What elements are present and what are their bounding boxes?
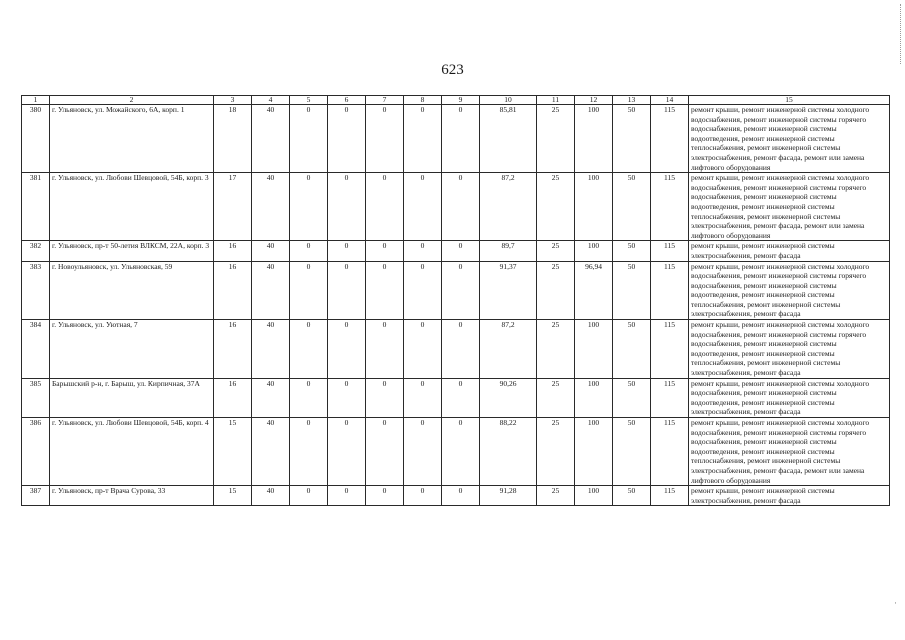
table-row — [22, 378, 890, 417]
row-number: 380 — [22, 105, 50, 173]
value-cell: 50 — [613, 378, 651, 417]
works-cell: ремонт крыши, ремонт инженерной системы электроснабжения, ремонт фасада — [689, 241, 890, 261]
column-header: 6 — [328, 96, 366, 105]
value-cell: 100 — [575, 241, 613, 261]
works-cell: ремонт крыши, ремонт инженерной системы холодного водоснабжения, ремонт инженерной системы горячего водоснабжения, ремонт инженерной системы водоотведения, ремонт инженерной системы теплоснабжения, ремонт инженерной системы электроснабжения, ремонт фасада, ремонт или замена лифтового оборудования — [689, 173, 890, 241]
value-cell: 40 — [252, 418, 290, 486]
value-cell: 18 — [214, 105, 252, 173]
value-cell: 0 — [366, 378, 404, 417]
value-cell: 88,22 — [480, 418, 537, 486]
value-cell: 0 — [442, 320, 480, 379]
value-cell: 0 — [366, 261, 404, 320]
table-row — [22, 261, 890, 320]
value-cell: 90,26 — [480, 378, 537, 417]
value-cell: 0 — [328, 378, 366, 417]
value-cell: 0 — [328, 261, 366, 320]
value-cell: 50 — [613, 261, 651, 320]
column-header: 15 — [689, 96, 890, 105]
table-body — [22, 105, 890, 506]
value-cell: 16 — [214, 261, 252, 320]
address-cell: г. Новоульяновск, ул. Ульяновская, 59 — [50, 261, 214, 320]
value-cell: 87,2 — [480, 320, 537, 379]
column-header: 9 — [442, 96, 480, 105]
column-header: 10 — [480, 96, 537, 105]
value-cell: 0 — [442, 173, 480, 241]
value-cell: 50 — [613, 320, 651, 379]
table-row — [22, 241, 890, 261]
value-cell: 0 — [404, 320, 442, 379]
header-row — [22, 96, 890, 105]
table-row — [22, 105, 890, 173]
value-cell: 25 — [537, 418, 575, 486]
value-cell: 25 — [537, 105, 575, 173]
value-cell: 0 — [404, 418, 442, 486]
value-cell: 15 — [214, 486, 252, 506]
value-cell: 0 — [442, 378, 480, 417]
value-cell: 0 — [366, 320, 404, 379]
value-cell: 115 — [651, 173, 689, 241]
value-cell: 50 — [613, 105, 651, 173]
column-header: 7 — [366, 96, 404, 105]
value-cell: 25 — [537, 320, 575, 379]
value-cell: 40 — [252, 105, 290, 173]
value-cell: 40 — [252, 378, 290, 417]
value-cell: 0 — [366, 105, 404, 173]
value-cell: 0 — [290, 486, 328, 506]
column-header: 13 — [613, 96, 651, 105]
value-cell: 85,81 — [480, 105, 537, 173]
column-header: 3 — [214, 96, 252, 105]
address-cell: г. Ульяновск, пр-т Врача Сурова, 33 — [50, 486, 214, 506]
value-cell: 17 — [214, 173, 252, 241]
value-cell: 0 — [366, 486, 404, 506]
scan-edge-marks — [896, 4, 901, 64]
works-cell: ремонт крыши, ремонт инженерной системы электроснабжения, ремонт фасада — [689, 486, 890, 506]
column-header: 14 — [651, 96, 689, 105]
value-cell: 100 — [575, 105, 613, 173]
value-cell: 115 — [651, 241, 689, 261]
value-cell: 89,7 — [480, 241, 537, 261]
row-number: 387 — [22, 486, 50, 506]
value-cell: 100 — [575, 378, 613, 417]
value-cell: 87,2 — [480, 173, 537, 241]
value-cell: 0 — [404, 241, 442, 261]
value-cell: 100 — [575, 173, 613, 241]
value-cell: 0 — [442, 418, 480, 486]
row-number: 383 — [22, 261, 50, 320]
value-cell: 0 — [328, 173, 366, 241]
value-cell: 25 — [537, 378, 575, 417]
column-header: 2 — [50, 96, 214, 105]
value-cell: 0 — [404, 378, 442, 417]
value-cell: 40 — [252, 261, 290, 320]
value-cell: 50 — [613, 486, 651, 506]
value-cell: 25 — [537, 261, 575, 320]
value-cell: 115 — [651, 261, 689, 320]
address-cell: г. Ульяновск, ул. Можайского, 6А, корп. 1 — [50, 105, 214, 173]
value-cell: 40 — [252, 173, 290, 241]
value-cell: 115 — [651, 105, 689, 173]
value-cell: 115 — [651, 378, 689, 417]
table-row — [22, 418, 890, 486]
column-header: 12 — [575, 96, 613, 105]
value-cell: 100 — [575, 418, 613, 486]
address-cell: Барышский р-н, г. Барыш, ул. Кирпичная, 37А — [50, 378, 214, 417]
value-cell: 0 — [290, 241, 328, 261]
value-cell: 0 — [328, 105, 366, 173]
value-cell: 0 — [366, 241, 404, 261]
value-cell: 15 — [214, 418, 252, 486]
value-cell: 40 — [252, 241, 290, 261]
value-cell: 25 — [537, 486, 575, 506]
column-header: 4 — [252, 96, 290, 105]
value-cell: 115 — [651, 320, 689, 379]
value-cell: 50 — [613, 418, 651, 486]
value-cell: 0 — [366, 173, 404, 241]
value-cell: 16 — [214, 320, 252, 379]
value-cell: 0 — [290, 173, 328, 241]
table-row — [22, 173, 890, 241]
row-number: 385 — [22, 378, 50, 417]
row-number: 382 — [22, 241, 50, 261]
value-cell: 0 — [404, 105, 442, 173]
table-row — [22, 320, 890, 379]
value-cell: 115 — [651, 418, 689, 486]
column-header: 11 — [537, 96, 575, 105]
row-number: 386 — [22, 418, 50, 486]
value-cell: 0 — [442, 486, 480, 506]
value-cell: 100 — [575, 320, 613, 379]
value-cell: 0 — [328, 486, 366, 506]
value-cell: 25 — [537, 173, 575, 241]
address-cell: г. Ульяновск, ул. Любови Шевцовой, 54Б, корп. 3 — [50, 173, 214, 241]
value-cell: 0 — [290, 378, 328, 417]
works-cell: ремонт крыши, ремонт инженерной системы холодного водоснабжения, ремонт инженерной системы горячего водоснабжения, ремонт инженерной системы водоотведения, ремонт инженерной системы теплоснабжения, ремонт инженерной системы электроснабжения, ремонт фасада — [689, 320, 890, 379]
value-cell: 96,94 — [575, 261, 613, 320]
value-cell: 50 — [613, 173, 651, 241]
works-cell: ремонт крыши, ремонт инженерной системы холодного водоснабжения, ремонт инженерной системы горячего водоснабжения, ремонт инженерной системы водоотведения, ремонт инженерной системы теплоснабжения, ремонт инженерной системы электроснабжения, ремонт фасада, ремонт или замена лифтового оборудования — [689, 105, 890, 173]
works-cell: ремонт крыши, ремонт инженерной системы холодного водоснабжения, ремонт инженерной системы горячего водоснабжения, ремонт инженерной системы водоотведения, ремонт инженерной системы теплоснабжения, ремонт инженерной системы электроснабжения, ремонт фасада — [689, 261, 890, 320]
value-cell: 0 — [404, 173, 442, 241]
value-cell: 0 — [328, 241, 366, 261]
value-cell: 0 — [442, 241, 480, 261]
value-cell: 91,28 — [480, 486, 537, 506]
address-cell: г. Ульяновск, ул. Уютная, 7 — [50, 320, 214, 379]
value-cell: 0 — [290, 261, 328, 320]
value-cell: 50 — [613, 241, 651, 261]
column-header: 8 — [404, 96, 442, 105]
value-cell: 0 — [366, 418, 404, 486]
works-cell: ремонт крыши, ремонт инженерной системы холодного водоснабжения, ремонт инженерной системы водоотведения, ремонт инженерной системы электроснабжения, ремонт фасада — [689, 378, 890, 417]
column-header: 1 — [22, 96, 50, 105]
value-cell: 25 — [537, 241, 575, 261]
row-number: 384 — [22, 320, 50, 379]
address-cell: г. Ульяновск, пр-т 50-летия ВЛКСМ, 22А, корп. 3 — [50, 241, 214, 261]
page-number: 623 — [441, 62, 464, 78]
value-cell: 40 — [252, 486, 290, 506]
value-cell: 0 — [442, 105, 480, 173]
value-cell: 100 — [575, 486, 613, 506]
column-header: 5 — [290, 96, 328, 105]
value-cell: 16 — [214, 378, 252, 417]
value-cell: 115 — [651, 486, 689, 506]
scan-corner-mark: · — [894, 598, 897, 608]
value-cell: 40 — [252, 320, 290, 379]
value-cell: 0 — [442, 261, 480, 320]
value-cell: 0 — [328, 320, 366, 379]
row-number: 381 — [22, 173, 50, 241]
registry-table — [21, 95, 890, 506]
value-cell: 16 — [214, 241, 252, 261]
table-row — [22, 486, 890, 506]
value-cell: 0 — [404, 261, 442, 320]
value-cell: 0 — [328, 418, 366, 486]
works-cell: ремонт крыши, ремонт инженерной системы холодного водоснабжения, ремонт инженерной системы горячего водоснабжения, ремонт инженерной системы водоотведения, ремонт инженерной системы теплоснабжения, ремонт инженерной системы электроснабжения, ремонт фасада, ремонт или замена лифтового оборудования — [689, 418, 890, 486]
value-cell: 0 — [404, 486, 442, 506]
value-cell: 0 — [290, 320, 328, 379]
value-cell: 0 — [290, 418, 328, 486]
value-cell: 0 — [290, 105, 328, 173]
value-cell: 91,37 — [480, 261, 537, 320]
address-cell: г. Ульяновск, ул. Любови Шевцовой, 54Б, корп. 4 — [50, 418, 214, 486]
